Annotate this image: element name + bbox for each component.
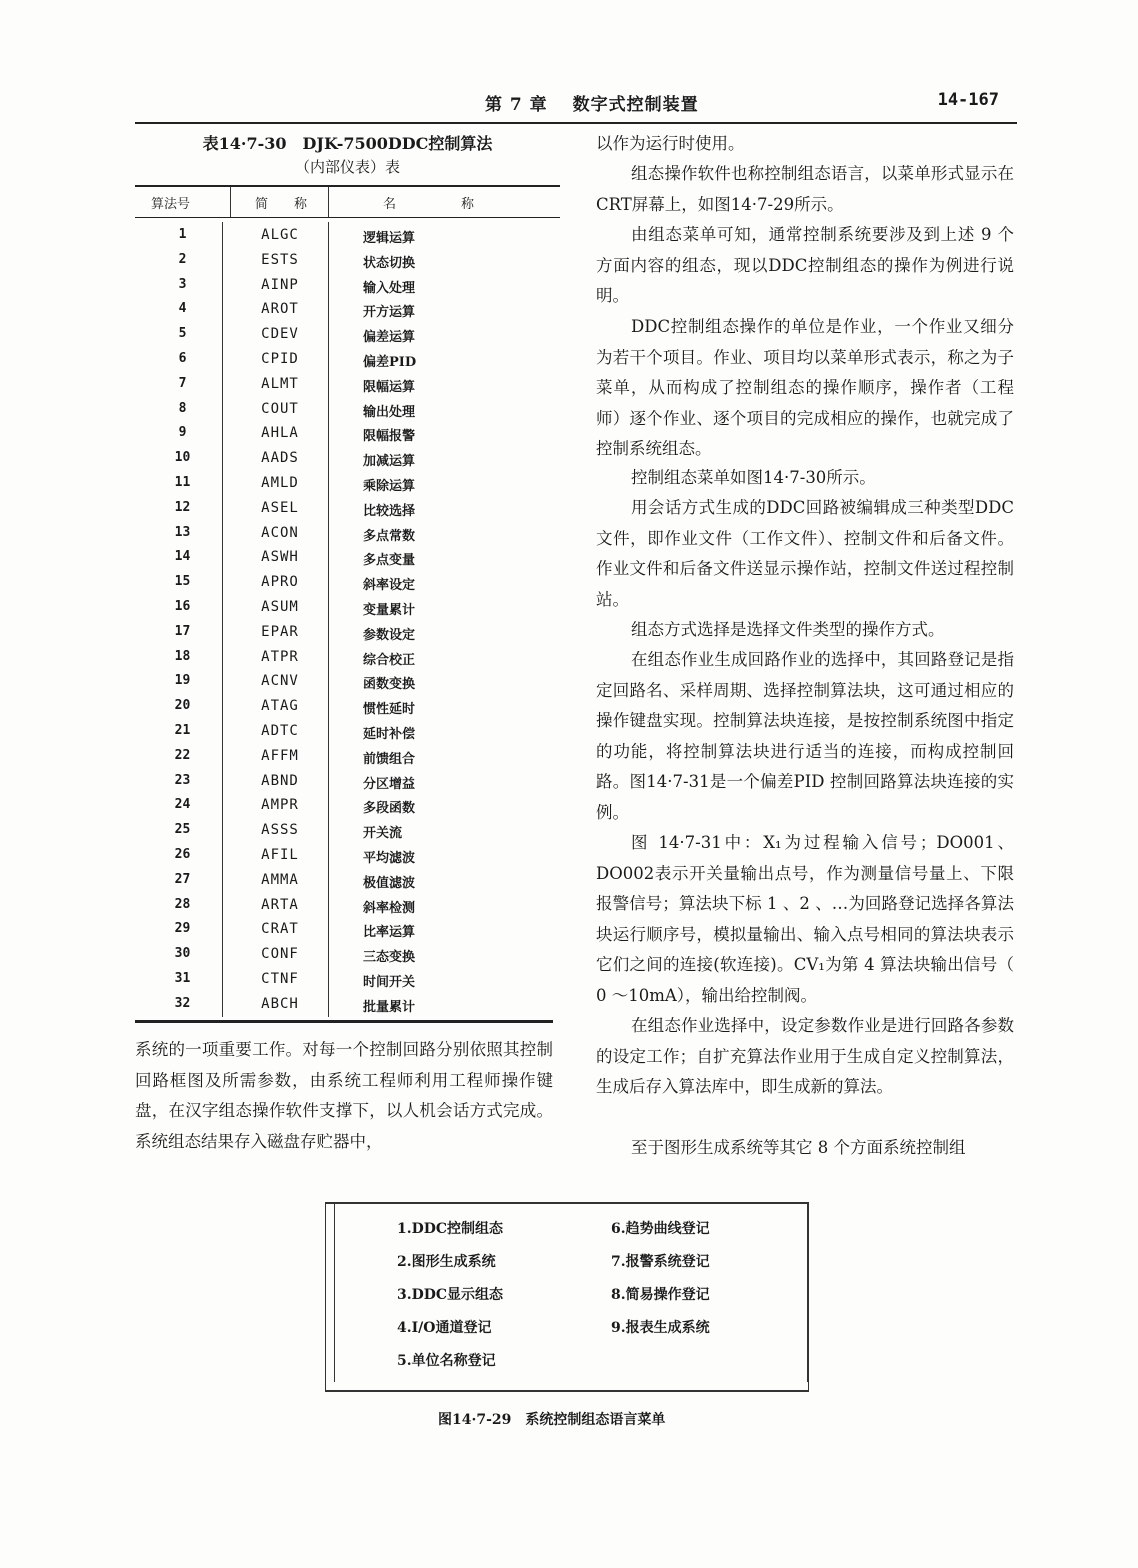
algo-name: 平均滤波 <box>363 851 416 866</box>
algo-code: CRAT <box>261 921 299 938</box>
table-row <box>135 996 560 1021</box>
algo-number: 20 <box>174 698 191 714</box>
algo-number: 17 <box>174 623 191 639</box>
algo-number: 27 <box>174 871 191 887</box>
col-header-short: 简 称 <box>255 197 308 212</box>
table-divider <box>328 187 329 217</box>
algo-name: 变量累计 <box>363 603 416 618</box>
algo-code: CTNF <box>261 971 299 987</box>
algo-name: 偏差PID <box>363 355 417 370</box>
table-row <box>135 549 560 574</box>
table-row <box>135 500 560 525</box>
algo-number: 18 <box>174 648 191 664</box>
col-header-no: 算法号 <box>151 197 191 212</box>
algo-code: AMLD <box>261 475 299 491</box>
algo-number: 14 <box>174 549 191 565</box>
algo-code: ALMT <box>261 375 299 392</box>
table-row <box>135 748 560 773</box>
algo-code: EPAR <box>261 623 299 640</box>
right-paragraph: 图 14·7-31中：X₁为过程输入信号；DO001、DO002表示开关量输出点号，作为测量信号量上、下限报警信号；算法块下标 1 、2 、…为回路登记选择各算法块运行顺序号，模拟量输出、输入点号相同的算法块表示它们之间的连接(软连接)。CV₁为第 4 算法块输出信号（ 0 ～10mA），输出给控制阀。 <box>596 833 1014 1005</box>
algo-number: 32 <box>174 995 191 1011</box>
left-paragraph: 系统的一项重要工作。对每一个控制回路分别依照其控制回路框图及所需参数，由系统工程师利用工程师操作键盘，在汉字组态操作软件支撑下，以人机会话方式完成。系统组态结果存入磁盘存贮器中， <box>135 1040 553 1151</box>
table-row <box>135 326 560 351</box>
algo-code: ASSS <box>261 822 299 839</box>
algo-name: 时间开关 <box>363 975 416 990</box>
table-row <box>135 475 560 500</box>
algo-name: 综合校正 <box>363 652 416 668</box>
table-row <box>135 897 560 922</box>
algo-name: 开关流 <box>363 826 403 842</box>
page-header <box>135 88 1017 124</box>
algo-number: 19 <box>174 673 191 689</box>
algo-number: 30 <box>174 946 191 962</box>
algo-name: 批量累计 <box>363 999 416 1015</box>
table-row <box>135 872 560 897</box>
table-row <box>135 599 560 624</box>
table-row <box>135 847 560 872</box>
table-row <box>135 946 560 971</box>
right-paragraph: 以作为运行时使用。 <box>596 134 745 153</box>
algo-name: 函数变换 <box>363 677 416 693</box>
algo-code: ASWH <box>261 549 299 566</box>
algo-code: ABND <box>261 772 299 789</box>
algo-number: 24 <box>174 797 191 813</box>
menu-item: 3.DDC显示组态 <box>397 1287 504 1303</box>
algo-number: 5 <box>178 326 187 342</box>
page-number: 14-167 <box>937 90 999 110</box>
table-row <box>135 673 560 698</box>
algo-name: 斜率检测 <box>363 900 416 916</box>
algo-code: ASUM <box>261 599 299 615</box>
algo-code: CPID <box>261 351 299 367</box>
algo-name: 状态切换 <box>363 255 416 271</box>
algo-name: 输出处理 <box>363 404 416 420</box>
figure-caption: 图14·7-29 系统控制组态语言菜单 <box>438 1412 666 1428</box>
table-row <box>135 252 560 277</box>
table-row <box>135 450 560 475</box>
table-row <box>135 698 560 723</box>
algo-name: 前馈组合 <box>363 751 416 767</box>
table-bottom-rule <box>135 1020 553 1023</box>
algo-name: 开方运算 <box>363 305 416 321</box>
algo-number: 2 <box>178 251 187 267</box>
algo-number: 21 <box>174 723 191 738</box>
algo-code: AINP <box>261 276 299 293</box>
table-row <box>135 351 560 376</box>
algo-code: COUT <box>261 400 299 417</box>
algo-number: 13 <box>174 524 191 540</box>
right-paragraph: 由组态菜单可知，通常控制系统要涉及到上述 9 个方面内容的组态，现以DDC控制组态的操作为例进行说明。 <box>596 225 1014 306</box>
table-row <box>135 525 560 550</box>
menu-item: 8.简易操作登记 <box>611 1287 710 1303</box>
algo-number: 12 <box>174 499 191 515</box>
table-row <box>135 425 560 450</box>
algo-name: 输入处理 <box>363 280 416 296</box>
right-paragraph: DDC控制组态操作的单位是作业，一个作业又细分为若干个项目。作业、项目均以菜单形式表示，称之为子菜单，从而构成了控制组态的操作顺序，操作者（工程师）逐个作业、逐个项目的完成相应的操作，也就完成了控制系统组态。 <box>596 317 1014 459</box>
algo-code: ADTC <box>261 723 299 739</box>
menu-item: 1.DDC控制组态 <box>397 1221 504 1237</box>
algo-name: 偏差运算 <box>363 330 416 346</box>
menu-item: 4.I/O通道登记 <box>397 1320 492 1336</box>
table-row <box>135 773 560 798</box>
algo-code: ARTA <box>261 896 299 913</box>
algo-code: CDEV <box>261 326 299 343</box>
right-paragraph: 用会话方式生成的DDC回路被编辑成三种类型DDC文件，即作业文件（工作文件）、控制文件和后备文件。作业文件和后备文件送显示操作站，控制文件送过程控制站。 <box>596 498 1014 609</box>
algo-number: 16 <box>174 599 191 614</box>
table-row <box>135 723 560 748</box>
table-row <box>135 624 560 649</box>
algo-name: 极值滤波 <box>363 875 416 891</box>
algo-number: 15 <box>174 574 191 590</box>
algo-name: 延时补偿 <box>363 727 416 742</box>
right-paragraph: 在组态作业生成回路作业的选择中，其回路登记是指定回路名、采样周期、选择控制算法块，这可通过相应的操作键盘实现。控制算法块连接，是按控制系统图中指定的功能，将控制算法块进行适当的连接，而构成控制回路。图14·7-31是一个偏差PID 控制回路算法块连接的实例。 <box>596 650 1014 822</box>
algo-name: 多点变量 <box>363 553 416 569</box>
algo-number: 25 <box>174 822 191 838</box>
algo-number: 22 <box>174 747 191 763</box>
algo-name: 限幅报警 <box>363 429 416 445</box>
algo-name: 限幅运算 <box>363 379 416 395</box>
chapter-title: 第 7 章 数字式控制装置 <box>485 95 699 115</box>
algo-number: 10 <box>174 450 191 466</box>
table-row <box>135 301 560 326</box>
right-paragraph: 至于图形生成系统等其它 8 个方面系统控制组 <box>631 1138 966 1157</box>
table-row <box>135 649 560 674</box>
right-paragraph: 组态操作软件也称控制组态语言，以菜单形式显示在CRT屏幕上，如图14·7-29所示。 <box>596 164 1014 214</box>
algo-code: AFFM <box>261 747 299 764</box>
right-paragraph: 在组态作业选择中，设定参数作业是进行回路各参数的设定工作；自扩充算法作业用于生成自定义控制算法，生成后存入算法库中，即生成新的算法。 <box>596 1016 1014 1097</box>
algo-name: 比较选择 <box>363 503 416 519</box>
algo-number: 23 <box>174 772 191 788</box>
algo-name: 惯性延时 <box>363 702 416 718</box>
algo-name: 三态变换 <box>363 950 416 966</box>
algo-name: 加减运算 <box>363 454 416 470</box>
col-header-name: 名 称 <box>383 197 475 212</box>
algo-code: ACNV <box>261 673 299 690</box>
algo-name: 多点常数 <box>363 528 416 544</box>
algo-code: AMPR <box>261 797 299 814</box>
algo-code: ATPR <box>261 648 299 665</box>
right-paragraph: 控制组态菜单如图14·7-30所示。 <box>631 468 876 487</box>
algo-number: 4 <box>178 301 187 317</box>
table-row <box>135 227 560 252</box>
algo-number: 7 <box>178 375 187 391</box>
algo-code: ESTS <box>261 251 299 268</box>
table-header <box>135 187 560 218</box>
algo-number: 26 <box>174 847 191 862</box>
algo-name: 参数设定 <box>363 627 416 643</box>
right-paragraph: 组态方式选择是选择文件类型的操作方式。 <box>631 620 945 639</box>
algo-code: AFIL <box>261 847 299 863</box>
algo-name: 斜率设定 <box>363 578 416 594</box>
table-divider <box>230 187 231 217</box>
menu-item: 6.趋势曲线登记 <box>611 1221 710 1237</box>
algo-number: 1 <box>178 227 187 242</box>
algo-number: 31 <box>174 971 191 986</box>
table-row <box>135 921 560 946</box>
algo-code: ACON <box>261 524 299 541</box>
algo-code: ALGC <box>261 227 299 243</box>
menu-item: 5.单位名称登记 <box>397 1353 496 1369</box>
table-row <box>135 574 560 599</box>
table-caption: 表14·7-30 DJK-7500DDC控制算法 <box>202 134 493 153</box>
table-row <box>135 277 560 302</box>
algo-number: 28 <box>174 896 191 912</box>
algo-number: 6 <box>178 351 187 366</box>
algo-name: 多段函数 <box>363 801 416 817</box>
algo-code: ATAG <box>261 698 299 715</box>
algo-code: CONF <box>261 946 299 963</box>
algo-name: 比率运算 <box>363 925 416 941</box>
table-row <box>135 376 560 401</box>
table-row <box>135 401 560 426</box>
table-row <box>135 797 560 822</box>
algo-code: APRO <box>261 574 299 591</box>
menu-item: 9.报表生成系统 <box>611 1320 710 1336</box>
menu-item: 2.图形生成系统 <box>397 1254 496 1270</box>
algo-code: AADS <box>261 450 299 467</box>
algo-name: 逻辑运算 <box>363 231 416 246</box>
algo-number: 3 <box>178 276 187 292</box>
algo-name: 乘除运算 <box>363 479 416 494</box>
menu-item: 7.报警系统登记 <box>611 1254 710 1270</box>
table-row <box>135 971 560 996</box>
algo-code: AHLA <box>261 425 299 442</box>
algo-number: 11 <box>174 475 191 490</box>
algo-code: ASEL <box>261 499 299 516</box>
table-caption-sub: （内部仪表）表 <box>294 158 400 176</box>
algo-number: 29 <box>174 921 191 937</box>
algo-name: 分区增益 <box>363 776 416 792</box>
table-row <box>135 822 560 847</box>
algo-code: ABCH <box>261 995 299 1012</box>
algo-number: 8 <box>178 400 187 416</box>
algo-code: AMMA <box>261 871 299 888</box>
algo-number: 9 <box>178 425 187 441</box>
algo-code: AROT <box>261 301 299 318</box>
